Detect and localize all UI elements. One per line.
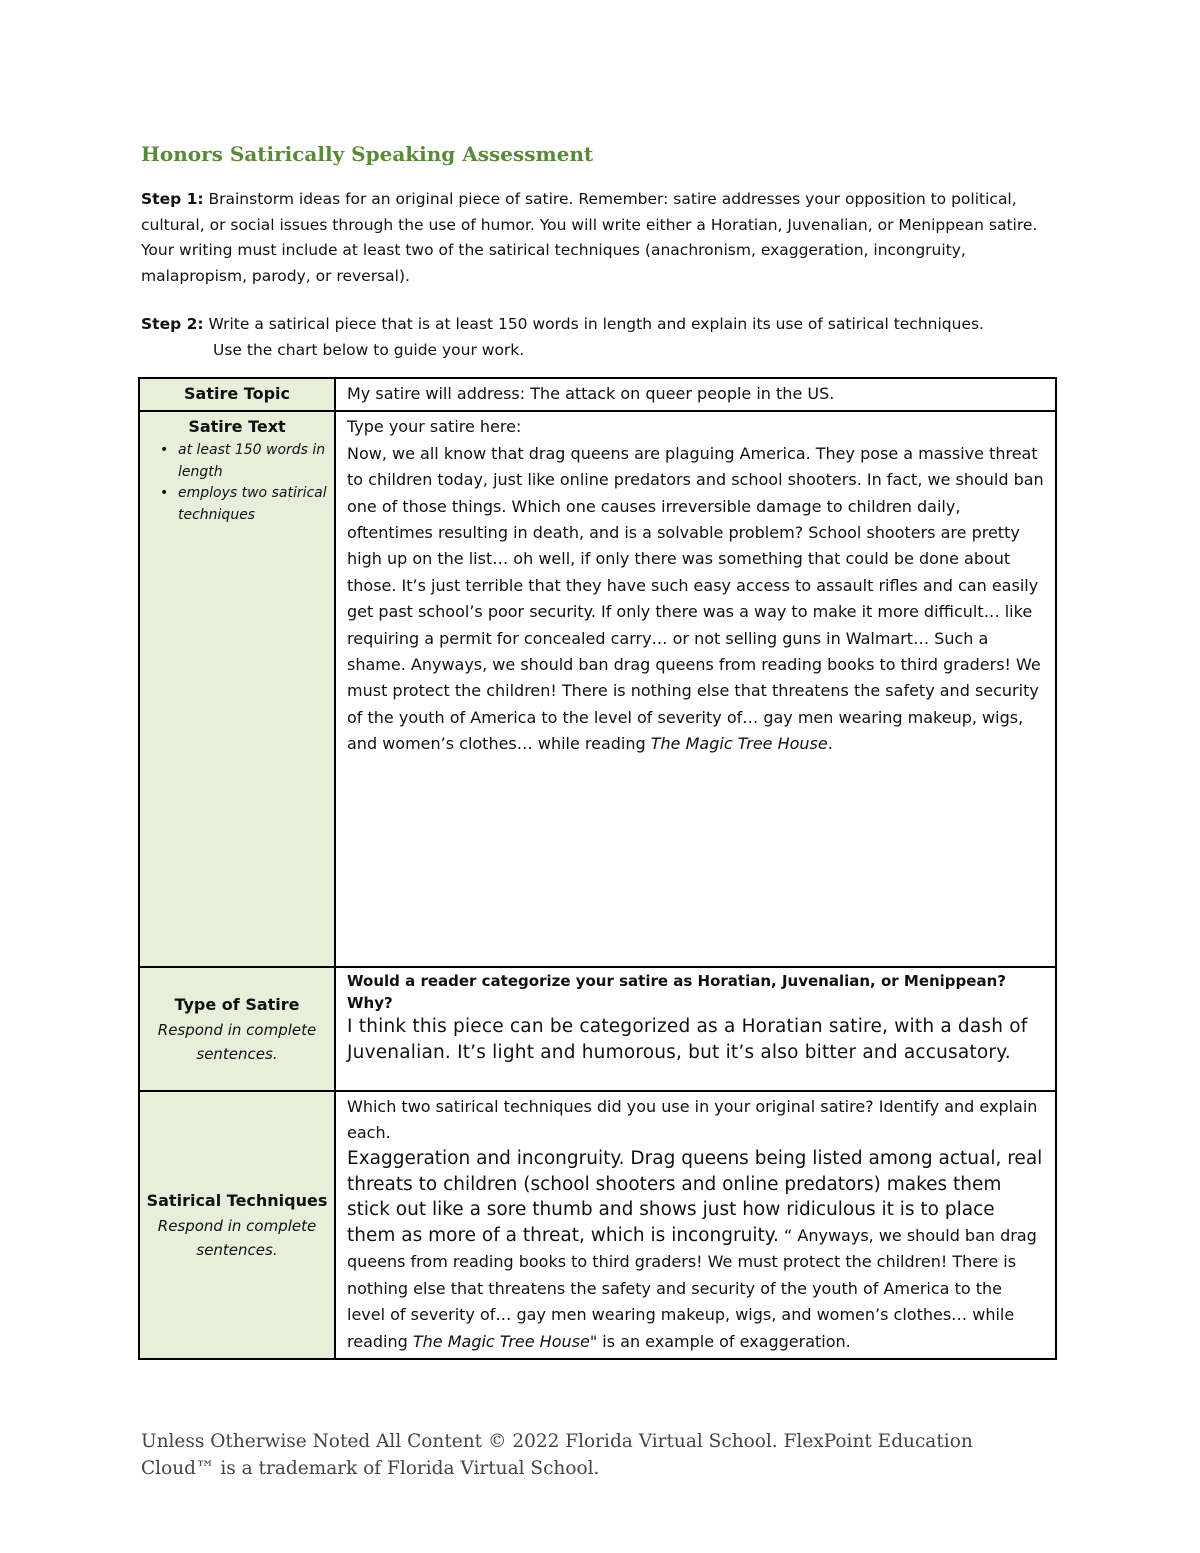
satire-topic-value-cell[interactable] xyxy=(335,378,1056,411)
satire-text-response-cell[interactable] xyxy=(335,411,1056,967)
satire-chart xyxy=(138,377,1057,1360)
step-2-paragraph xyxy=(141,312,1041,363)
type-of-satire-question: Would a reader categorize your satire as Horatian, Juvenalian, or Menippean? Why? xyxy=(347,972,1006,1013)
step-2-instruction: Use the chart below to guide your work. xyxy=(213,340,525,359)
satirical-techniques-label: Satirical Techniques xyxy=(146,1191,328,1211)
satirical-techniques-answer xyxy=(347,1146,1045,1355)
step-1-paragraph xyxy=(141,187,1041,289)
type-of-satire-label-cell xyxy=(139,967,335,1091)
type-of-satire-label: Type of Satire xyxy=(174,995,300,1015)
satire-topic-label: Satire Topic xyxy=(184,384,290,403)
satirical-techniques-row xyxy=(139,1091,1056,1359)
requirement-item: • employs two satirical techniques xyxy=(178,483,328,526)
satire-topic-value: My satire will address: The attack on queer people in the US. xyxy=(347,384,835,403)
satire-topic-label-cell xyxy=(139,378,335,411)
techniques-answer-main: Exaggeration and incongruity. Drag queens being listed among actual, real threats to children (school shooters and online predators) makes them stick out like a sore thumb and shows just how ridiculous it is to place them as more of a threat, which is incongruity. xyxy=(347,1148,1043,1246)
step-1-label: Step 1: xyxy=(141,190,204,208)
book-title: The Magic Tree House xyxy=(650,734,828,754)
satirical-techniques-instruction: Respond in complete sentences. xyxy=(157,1217,317,1260)
satire-text-body xyxy=(347,441,1045,758)
satire-text-label: Satire Text xyxy=(188,417,286,437)
satirical-techniques-question: Which two satirical techniques did you use in your original satire? Identify and explain each. xyxy=(347,1097,1038,1143)
satirical-techniques-label-cell xyxy=(139,1091,335,1359)
type-of-satire-answer: I think this piece can be categorized as a Horatian satire, with a dash of Juvenalian. It’s light and humorous, but it’s also bitter and accusatory. xyxy=(347,1016,1028,1063)
satire-topic-row xyxy=(139,378,1056,411)
document-title: Honors Satirically Speaking Assessment xyxy=(141,142,594,166)
step-2-label: Step 2: xyxy=(141,315,204,333)
copyright-footer: Unless Otherwise Noted All Content © 2022 Florida Virtual School. FlexPoint Education Cloud™ is a trademark of Florida Virtual School. xyxy=(141,1431,973,1479)
satirical-techniques-response-cell[interactable] xyxy=(335,1091,1056,1359)
satire-body-text: Now, we all know that drag queens are plaguing America. They pose a massive threat to children today, just like online predators and school shooters. In fact, we should ban one of those things. Which one causes irreversible damage to children daily, oftentimes resulting in death, and is a solvable problem? School shooters are pretty high up on the list… oh well, if only there was something that could be done about those. It’s just terrible that they have such easy access to assault rifles and can easily get past school’s poor security. If only there was a way to make it more difficult… like requiring a permit for concealed carry… or not selling guns in Walmart… Such a shame. Anyways, we should ban drag queens from reading books to third graders! We must protect the children! There is nothing else that threatens the safety and security of the youth of America to the level of severity of… gay men wearing makeup, wigs, and women’s clothes… while reading xyxy=(347,443,1044,754)
step-1-text: Brainstorm ideas for an original piece of satire. Remember: satire addresses your opposition to political, cultural, or social issues through the use of humor. You will write either a Horatian, Juvenalian, or Menippean satire. Your writing must include at least two of the satirical techniques (anachronism, exaggeration, incongruity, malapropism, parody, or reversal). xyxy=(141,190,1038,285)
satire-text-prompt: Type your satire here: xyxy=(347,417,522,437)
satire-text-row xyxy=(139,411,1056,967)
satire-body-end: . xyxy=(827,734,833,754)
satire-text-label-cell xyxy=(139,411,335,967)
techniques-answer-end: is an example of exaggeration. xyxy=(597,1331,851,1351)
type-of-satire-row xyxy=(139,967,1056,1091)
techniques-answer-quote: “ Anyways, we should ban drag queens from reading books to third graders! We must protect the children! There is nothing else that threatens the safety and security of the youth of America to the level of severity of… gay men wearing makeup, wigs, and women’s clothes… while reading xyxy=(347,1225,1037,1351)
type-of-satire-instruction: Respond in complete sentences. xyxy=(157,1021,317,1064)
step-2-text: Write a satirical piece that is at least 150 words in length and explain its use of satirical techniques. xyxy=(203,315,984,333)
type-of-satire-response-cell[interactable] xyxy=(335,967,1056,1091)
requirement-item: • at least 150 words in length xyxy=(178,440,328,483)
satire-text-requirements xyxy=(146,440,328,526)
techniques-book-title: The Magic Tree House" xyxy=(412,1331,598,1351)
